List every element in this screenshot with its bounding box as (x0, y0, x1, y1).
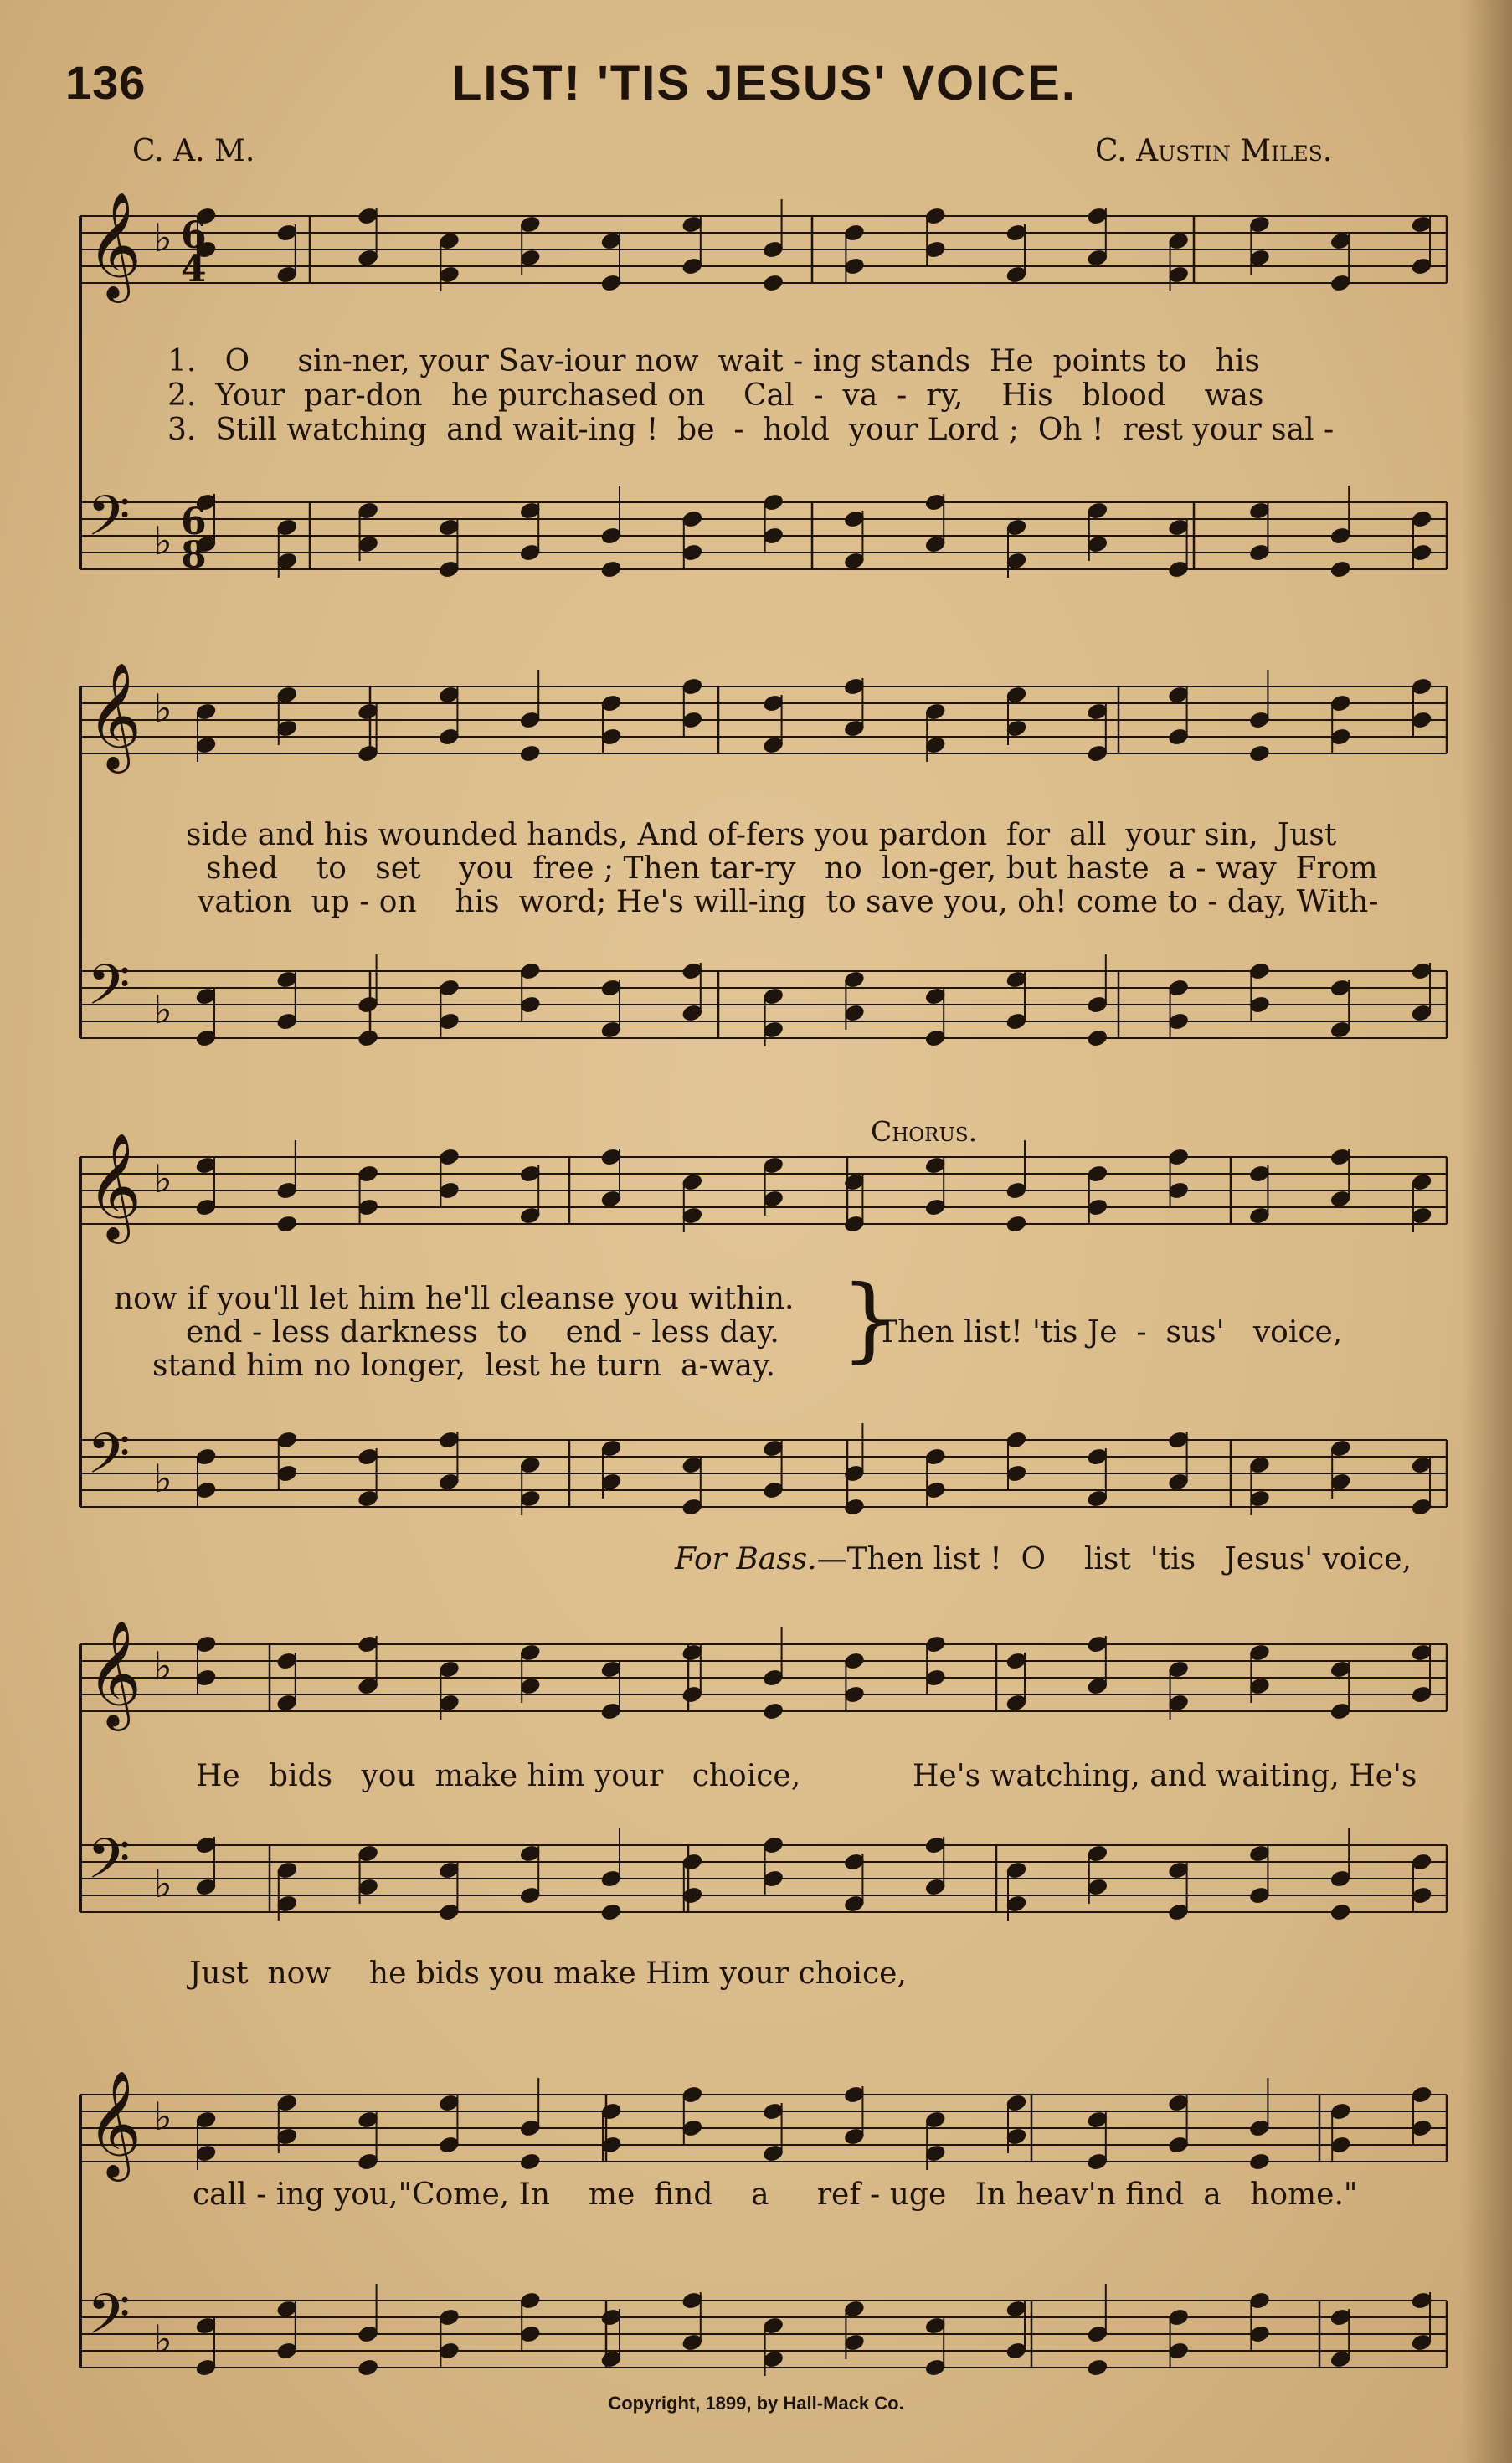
note-head (276, 1215, 298, 1234)
composer-credit: C. Austin Miles. (1095, 134, 1333, 168)
lyric-line: He's watching, and waiting, He's (913, 1759, 1417, 1793)
flat-sign: ♭ (154, 1156, 172, 1201)
chorus-label: Chorus. (871, 1115, 978, 1148)
lyric-line: end - less darkness to end - less day. (186, 1315, 779, 1350)
note-head (1005, 1215, 1027, 1234)
time-signature: 4 (181, 248, 207, 291)
lyric-line: vation up - on his word; He's will-ing to save you, oh! come to - day, With- (198, 885, 1379, 919)
time-signature: 8 (181, 534, 207, 577)
note-head (519, 744, 541, 764)
chorus-lyric-line: Then list! 'tis Je - sus' voice, (877, 1315, 1343, 1350)
lyric-line: shed to set you free ; Then tar-ry no lon-ger, but haste a - way From (206, 851, 1378, 886)
song-title: LIST! 'TIS JESUS' VOICE. (452, 56, 1077, 111)
note-head (600, 560, 622, 579)
note-head (357, 1029, 379, 1048)
note-head (1248, 744, 1270, 764)
flat-sign: ♭ (154, 686, 172, 731)
flat-sign: ♭ (154, 987, 172, 1032)
note-head (1087, 2358, 1108, 2378)
note-head (357, 2358, 379, 2378)
lyric-line: 1. O sin-ner, your Sav-iour now wait - ing stands He points to his (167, 344, 1260, 378)
lyric-line: He bids you make him your choice, (196, 1759, 801, 1793)
lyric-line: 3. Still watching and wait-ing ! be - hold your Lord ; Oh ! rest your sal - (167, 413, 1335, 447)
bass-clef: 𝄢 (87, 2282, 131, 2360)
flat-sign: ♭ (154, 2094, 172, 2139)
treble-clef: 𝄞 (87, 191, 142, 298)
lyricist-credit: C. A. M. (132, 134, 255, 168)
time-signature: 6 (181, 501, 207, 543)
bass-clef: 𝄢 (87, 953, 131, 1031)
note-head (763, 1702, 784, 1721)
bass-lyric: —Then list ! O list 'tis Jesus' voice, (816, 1542, 1412, 1576)
bass-clef: 𝄢 (87, 1827, 131, 1905)
verse-brace: } (841, 1265, 899, 1372)
bass-clef: 𝄢 (87, 1422, 131, 1499)
lyric-line: 2. Your par-don he purchased on Cal - va - ry, His blood was (167, 378, 1264, 413)
flat-sign: ♭ (154, 215, 172, 260)
copyright-notice: Copyright, 1899, by Hall-Mack Co. (608, 2393, 904, 2414)
note-head (600, 1903, 622, 1922)
bass-label: For Bass. (675, 1542, 817, 1576)
flat-sign: ♭ (154, 518, 172, 563)
bass-part-line (675, 1542, 1412, 1576)
note-head (763, 274, 784, 293)
time-signature: 6 (181, 214, 207, 257)
note-head (1248, 2152, 1270, 2172)
note-head (1329, 1903, 1351, 1922)
flat-sign: ♭ (154, 1861, 172, 1906)
note-head (1329, 560, 1351, 579)
bass-clef: 𝄢 (87, 484, 131, 562)
flat-sign: ♭ (154, 1456, 172, 1501)
lyric-line: side and his wounded hands, And of-fers you pardon for all your sin, Just (186, 818, 1337, 852)
flat-sign: ♭ (154, 1643, 172, 1689)
flat-sign: ♭ (154, 2316, 172, 2362)
treble-clef: 𝄞 (87, 1619, 142, 1726)
lyric-line: now if you'll let him he'll cleanse you within. (114, 1282, 795, 1316)
note-head (519, 2152, 541, 2172)
lyric-line: call - ing you,"Come, In me find a ref - uge In heav'n find a home." (193, 2178, 1358, 2212)
lyric-line: stand him no longer, lest he turn a-way. (152, 1349, 775, 1383)
bass-lyric-line: Just now he bids you make Him your choice, (189, 1957, 907, 1991)
treble-clef: 𝄞 (87, 1132, 142, 1239)
treble-clef: 𝄞 (87, 2070, 142, 2177)
note-head (1087, 1029, 1108, 1048)
treble-clef: 𝄞 (87, 661, 142, 769)
page-number: 136 (65, 56, 147, 109)
